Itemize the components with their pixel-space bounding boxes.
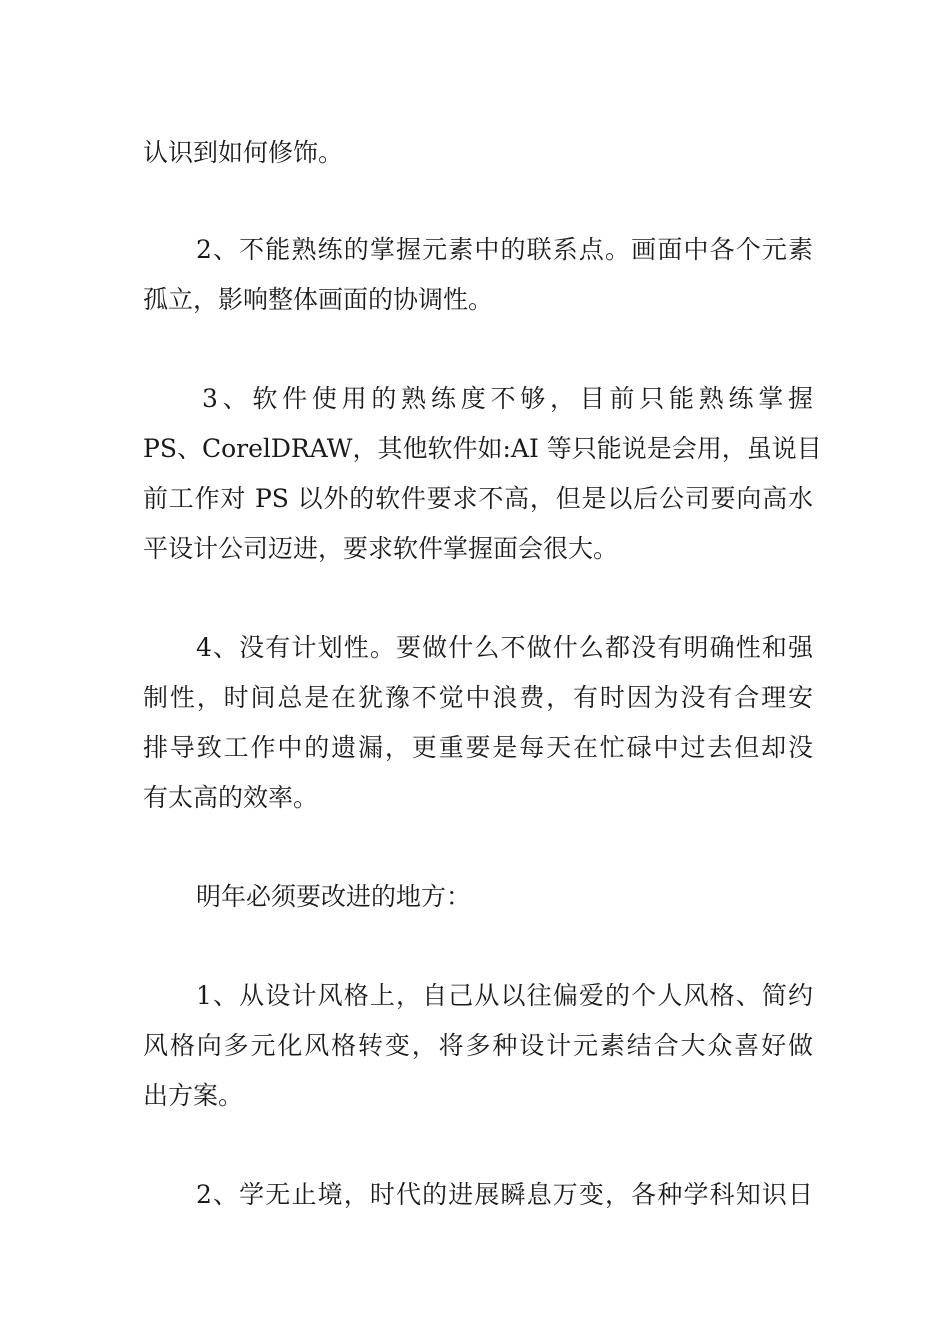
paragraph-line: PS、CorelDRAW，其他软件如:AI 等只能说是会用，虽说目	[143, 434, 822, 463]
paragraph-line: 出方案。	[143, 1081, 244, 1110]
paragraph-line: 2、不能熟练的掌握元素中的联系点。画面中各个元素	[196, 235, 813, 264]
paragraph-line: 4、没有计划性。要做什么不做什么都没有明确性和强	[196, 633, 813, 662]
paragraph-line: 认识到如何修饰。	[143, 138, 344, 167]
paragraph-line: 1、从设计风格上，自己从以往偏爱的个人风格、简约	[196, 981, 813, 1010]
paragraph-line: 风格向多元化风格转变，将多种设计元素结合大众喜好做	[143, 1031, 813, 1060]
paragraph-line: 3、软件使用的熟练度不够，目前只能熟练掌握	[202, 384, 813, 413]
paragraph-line: 明年必须要改进的地方：	[196, 882, 472, 911]
paragraph-line: 平设计公司迈进，要求软件掌握面会很大。	[143, 534, 619, 563]
paragraph-line: 孤立，影响整体画面的协调性。	[143, 285, 494, 314]
paragraph-line: 有太高的效率。	[143, 783, 319, 812]
paragraph-line: 2、学无止境，时代的进展瞬息万变，各种学科知识日	[196, 1180, 813, 1209]
paragraph-line: 制性，时间总是在犹豫不觉中浪费，有时因为没有合理安	[143, 683, 813, 712]
paragraph-line: 排导致工作中的遗漏，更重要是每天在忙碌中过去但却没	[143, 733, 813, 762]
paragraph-line: 前工作对 PS 以外的软件要求不高，但是以后公司要向高水	[143, 484, 813, 513]
